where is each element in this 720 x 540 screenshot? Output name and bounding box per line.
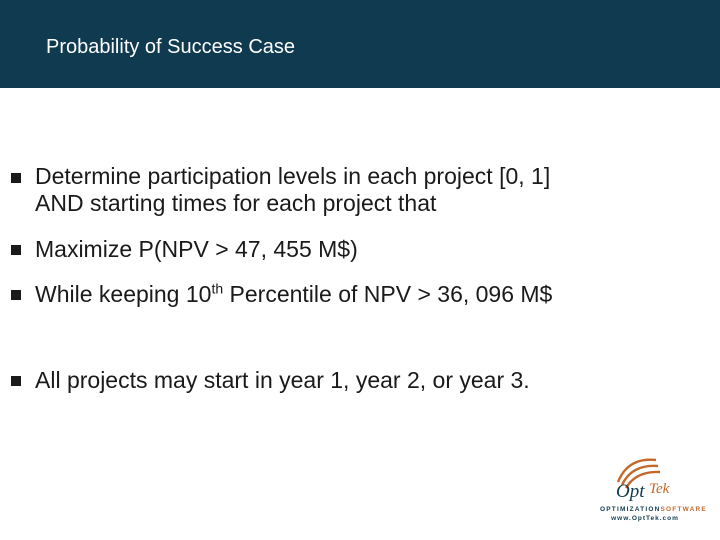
bullet-text-1 xyxy=(35,163,550,217)
bullet-text-3-after: Percentile of NPV > 36, 096 M$ xyxy=(223,281,553,307)
logo-url: www.OptTek.com xyxy=(611,515,679,522)
slide-title: Probability of Success Case xyxy=(46,36,296,58)
bullet-text-3-before: While keeping 10 xyxy=(35,281,212,307)
square-bullet-icon xyxy=(11,245,21,255)
logo-swoosh-1 xyxy=(618,460,656,482)
bullet-text-1-line-1: Determine participation levels in each project [0, 1] xyxy=(35,163,551,189)
bullet-text-3 xyxy=(35,281,552,308)
ordinal-superscript: th xyxy=(211,280,224,297)
opttek-logo xyxy=(600,452,707,524)
logo-tagline-main: OPTIMIZATION xyxy=(600,506,661,513)
square-bullet-icon xyxy=(11,173,21,183)
title-bar xyxy=(0,0,720,88)
square-bullet-icon xyxy=(11,376,21,386)
bullet-text-4: All projects may start in year 1, year 2, or year 3. xyxy=(35,367,530,393)
square-bullet-icon xyxy=(11,290,21,300)
opttek-logo-graphic xyxy=(608,452,688,502)
logo-brand-tek: Tek xyxy=(649,481,670,497)
bullet-text-2: Maximize P(NPV > 47, 455 M$) xyxy=(35,236,358,262)
logo-tagline-soft: SOFTWARE xyxy=(660,506,707,513)
logo-brand-opt: Opt xyxy=(616,481,645,502)
logo-tagline xyxy=(600,506,707,514)
bullet-text-1-line-2: AND starting times for each project that xyxy=(35,190,437,216)
